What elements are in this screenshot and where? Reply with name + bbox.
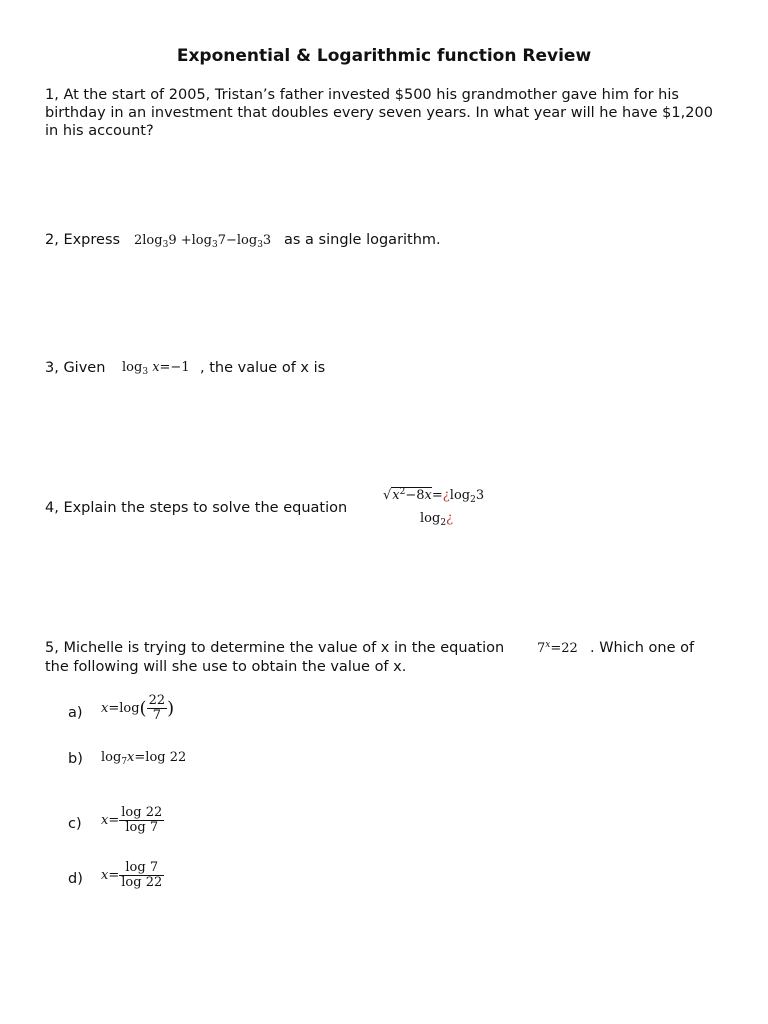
option-a-label: a) xyxy=(68,705,83,721)
question-4-expression-line2: $\log_2¿$ xyxy=(420,511,454,528)
option-a-expression: x=log( $\frac{22}{7}$ ) xyxy=(101,693,175,723)
option-c-label: c) xyxy=(68,816,82,832)
question-1: 1, At the start of 2005, Tristan’s father invested $500 his grandmother gave him for his birthday in an investment that doubles every seven years. In what year will he have $1,200 in his account? xyxy=(45,87,713,139)
option-d-fraction: $\frac{\log 7}{\log 22}$ xyxy=(121,860,163,890)
option-a-fraction: $\frac{22}{7}$ xyxy=(148,693,166,723)
option-c-fraction: $\frac{\log 22}{\log 7}$ xyxy=(121,805,163,835)
question-4-prefix: 4, Explain the steps to solve the equation xyxy=(45,500,348,516)
question-3-suffix: , the value of x is xyxy=(200,360,326,376)
question-5-text: 5, Michelle is trying to determine the value of x in the equation xyxy=(45,640,505,656)
page-title: Exponential & Logarithmic function Review xyxy=(176,46,592,66)
question-5-text-cont: . Which one of xyxy=(590,640,695,656)
question-2-prefix: 2, Express xyxy=(45,232,121,248)
question-3-expression: $\log_3 x=-1$ xyxy=(122,360,190,377)
option-d-label: d) xyxy=(68,871,83,887)
question-2-expression: $2\log_39 +\log_37-\log_33$ xyxy=(134,233,272,250)
question-5-equation: $7^x=22$ xyxy=(537,640,578,656)
sqrt-symbol: √ xyxy=(383,488,392,503)
option-b-label: b) xyxy=(68,751,83,767)
option-c-expression: x= $\frac{\log 22}{\log 7}$ xyxy=(101,805,163,835)
question-4-expression-line1: $√x^2-8x=¿\log_23$ xyxy=(383,487,485,505)
question-2-suffix: as a single logarithm. xyxy=(284,232,441,248)
question-5-line2: the following will she use to obtain the value of x. xyxy=(45,659,407,675)
question-3-prefix: 3, Given xyxy=(45,360,106,376)
option-d-expression: x= $\frac{\log 7}{\log 22}$ xyxy=(101,860,163,890)
option-b-expression: $\log_7x=\log$ 22 xyxy=(101,750,187,767)
